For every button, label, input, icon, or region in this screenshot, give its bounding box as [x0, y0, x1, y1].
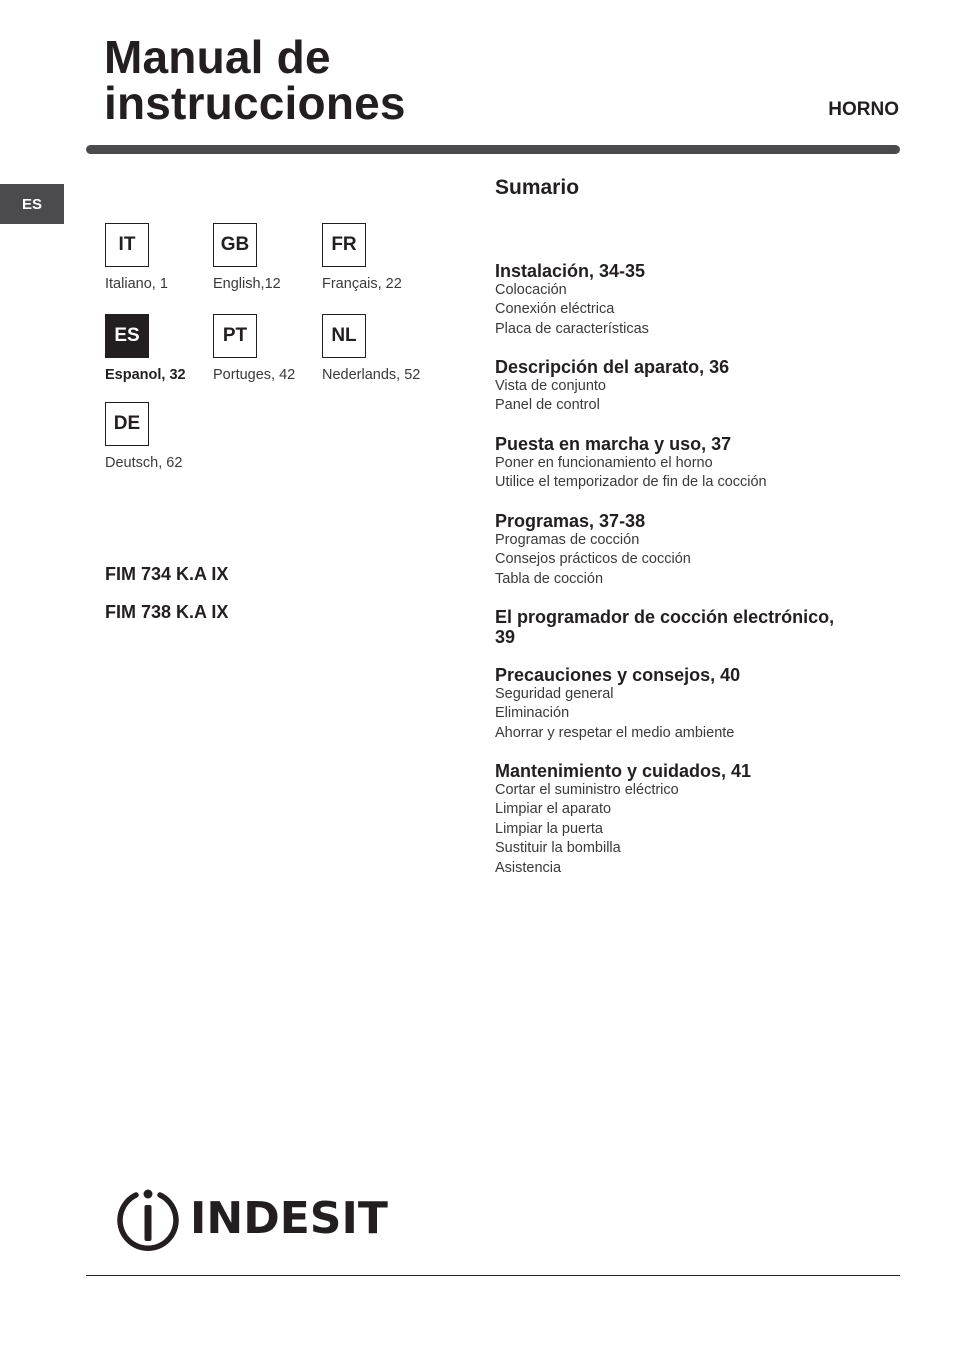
language-label: Nederlands, 52 [322, 367, 421, 383]
language-code-box: DE [105, 402, 149, 446]
language-label: Italiano, 1 [105, 276, 168, 292]
language-label: English,12 [213, 276, 281, 292]
toc-heading: Mantenimiento y cuidados, 41 [495, 761, 752, 781]
toc-item: Asistencia [495, 859, 562, 876]
toc-section-instalacion [495, 261, 895, 339]
toc-item: Programas de cocción [495, 532, 640, 548]
language-code-box: NL [322, 314, 366, 358]
indesit-circle-i-icon [116, 1186, 180, 1252]
language-de[interactable] [105, 402, 182, 471]
toc-heading-page: 39 [495, 627, 516, 647]
brand-wordmark: INDESIT [190, 1193, 388, 1244]
toc-section-mantenimiento [495, 761, 895, 878]
toc-heading: Precauciones y consejos, 40 [495, 665, 741, 685]
toc-item: Cortar el suministro eléctrico [495, 782, 679, 798]
toc-section-precauciones [495, 665, 895, 743]
toc-item: Placa de características [495, 320, 649, 337]
toc-heading: Programas, 37-38 [495, 511, 646, 531]
toc-title: Sumario [495, 176, 580, 199]
language-label: Portuges, 42 [213, 367, 296, 383]
title-line-2: instrucciones [104, 77, 406, 129]
toc-item: Conexión eléctrica [495, 301, 615, 318]
toc-section-programador [495, 607, 895, 647]
indesit-logo [116, 1186, 388, 1252]
toc-item: Tabla de cocción [495, 570, 604, 587]
model-number: FIM 734 K.A IX [105, 564, 229, 584]
toc-item: Sustituir la bombilla [495, 840, 621, 857]
toc-item: Limpiar la puerta [495, 820, 603, 837]
toc-heading: Puesta en marcha y uso, 37 [495, 434, 732, 454]
toc-item: Poner en funcionamiento el horno [495, 455, 713, 471]
toc-heading: El programador de cocción electrónico, [495, 607, 835, 627]
language-fr[interactable] [322, 223, 402, 292]
language-code-box: PT [213, 314, 257, 358]
language-it[interactable] [105, 223, 168, 292]
language-code-box: ES [105, 314, 149, 358]
language-nl[interactable] [322, 314, 420, 383]
language-label: Espanol, 32 [105, 367, 186, 383]
toc-item: Consejos prácticos de cocción [495, 551, 691, 568]
header-divider [86, 145, 900, 154]
toc-section-descripcion [495, 357, 895, 416]
model-number: FIM 738 K.A IX [105, 602, 229, 622]
toc-section-programas [495, 511, 895, 589]
toc-heading: Instalación, 34-35 [495, 261, 646, 281]
language-label: Français, 22 [322, 276, 402, 292]
language-pt[interactable] [213, 314, 295, 383]
product-type: HORNO [828, 99, 899, 120]
toc-item: Limpiar el aparato [495, 801, 612, 818]
toc-heading: Descripción del aparato, 36 [495, 357, 730, 377]
toc-item: Eliminación [495, 705, 570, 722]
toc-item: Seguridad general [495, 686, 614, 702]
language-label: Deutsch, 62 [105, 455, 183, 471]
title-line-1: Manual de [104, 31, 331, 83]
footer-divider [86, 1275, 900, 1276]
toc-item: Colocación [495, 282, 567, 298]
toc-item: Vista de conjunto [495, 378, 606, 394]
language-es[interactable] [105, 314, 186, 383]
language-code-box: IT [105, 223, 149, 267]
document-title [104, 31, 406, 129]
language-gb[interactable] [213, 223, 281, 292]
toc-item: Ahorrar y respetar el medio ambiente [495, 724, 735, 741]
toc-section-puesta-en-marcha [495, 434, 895, 493]
language-code-box: GB [213, 223, 257, 267]
language-side-tab: ES [0, 184, 64, 224]
language-code-box: FR [322, 223, 366, 267]
toc-item: Utilice el temporizador de fin de la cocción [495, 474, 767, 491]
toc-item: Panel de control [495, 397, 600, 414]
